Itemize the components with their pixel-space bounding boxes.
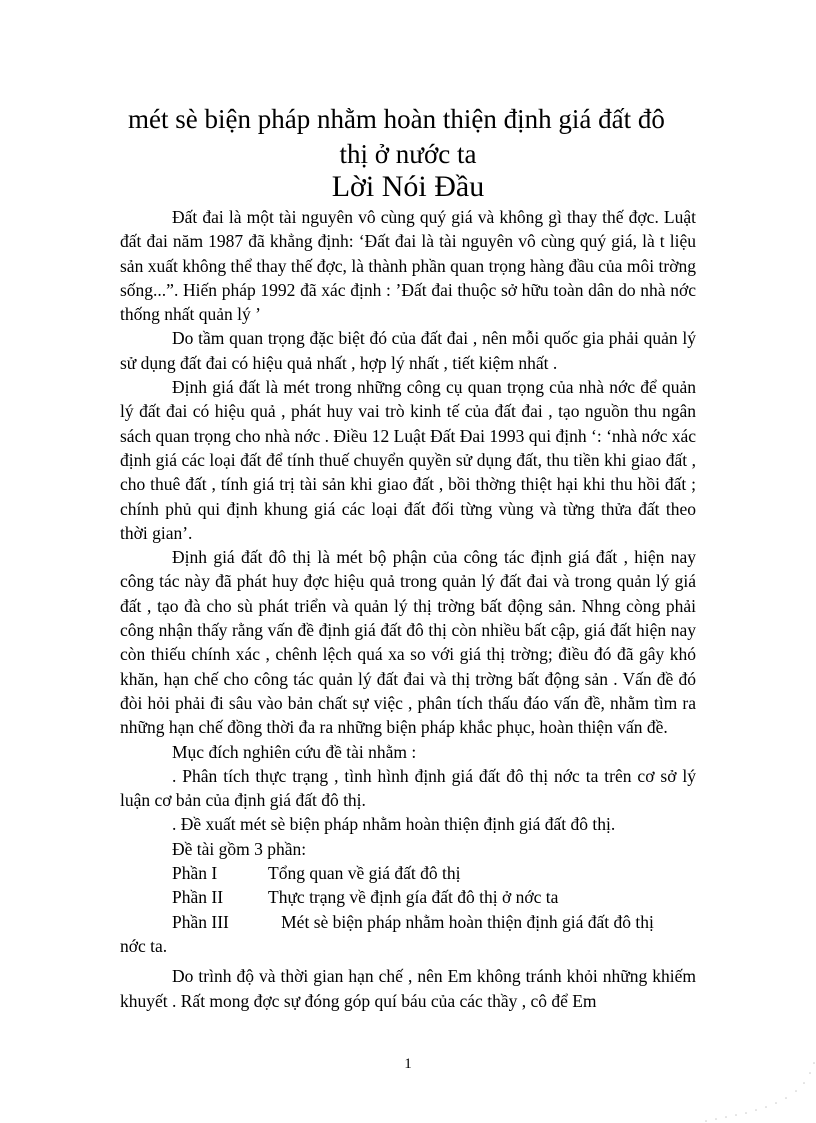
- part-label: Phần II: [172, 887, 224, 908]
- part-row: [120, 885, 696, 909]
- document-title-line-2: thị ở nước ta: [339, 139, 477, 169]
- document-title-line-1: mét sè biện pháp nhằm hoàn thiện định giá đất đô: [128, 104, 665, 134]
- section-heading: Lời Nói Đầu: [331, 170, 485, 203]
- part-row: [120, 861, 696, 885]
- part-label: Phần I: [172, 863, 218, 884]
- parts-intro: Đề tài gồm 3 phần:: [172, 838, 307, 859]
- part-text: Mét sè biện pháp nhằm hoàn thiện định giá đất đô thị: [268, 911, 654, 932]
- purpose-item: . Đề xuất mét sè biện pháp nhằm hoàn thiện định giá đất đô thị.: [172, 814, 616, 835]
- document-body: [120, 205, 696, 1013]
- paragraph: Đất đai là một tài nguyên vô cùng quý giá và không gì thay thế đợc. Luật đất đai năm 1987 đã khẳng định: ‘Đất đai là tài nguyên vô cùng quý giá, là t liệu sản xuất không thể thay thế đợc, là thành phần quan trọng hàng đầu của môi trờng sống...”. Hiến pháp 1992 đã xác định : ’Đất đai thuộc sở hữu toàn dân do nhà nớc thống nhất quản lý ’: [120, 207, 696, 325]
- paragraph: Định giá đất đô thị là mét bộ phận của công tác định giá đất , hiện nay công tác này đã phát huy đợc hiệu quả trong quản lý đất đai và trong quản lý giá đất , tạo đà cho sù phát triển và quản lý thị trờng bất động sản. Nhng còng phải công nhận thấy rằng vấn đề định giá đất đô thị còn nhiều bất cập, giá đất hiện nay còn thiếu chính xác , chênh lệch quá xa so với giá thị trờng; điều đó đã gây khó khăn, hạn chế cho công tác quản lý đất đai và thị trờng bất động sản . Vấn đề đó đòi hỏi phải đi sâu vào bản chất sự việc , phân tích thấu đáo vấn đề, nhằm tìm ra những hạn chế đồng thời đa ra những biện pháp khắc phục, hoàn thiện vấn đề.: [120, 547, 696, 738]
- purpose-item: . Phân tích thực trạng , tình hình định giá đất đô thị nớc ta trên cơ sở lý luận cơ bản của định giá đất đô thị.: [120, 765, 696, 811]
- closing-paragraph: Do trình độ và thời gian hạn chế , nên Em không tránh khỏi những khiếm khuyết . Rất mong đợc sự đóng góp quí báu của các thầy , cô để Em: [120, 966, 696, 1011]
- paragraph: Định giá đất là mét trong những công cụ quan trọng của nhà nớc để quản lý đất đai có hiệu quả , phát huy vai trò kinh tế của đất đai , tạo nguồn thu ngân sách quan trọng cho nhà nớc . Điều 12 Luật Đất Đai 1993 qui định ‘: ‘nhà nớc xác định giá các loại đất để tính thuế chuyển quyền sử dụng đất, thu tiền khi giao đất , cho thuê đất , tính giá trị tài sản khi giao đất , bồi thờng thiệt hại khi thu hồi đất ; chính phủ qui định khung giá các loại đất đối từng vùng và từng thửa đất theo thời gian’.: [120, 377, 696, 543]
- page-corner-dots: [686, 1033, 816, 1123]
- paragraph: Do tầm quan trọng đặc biệt đó của đất đai , nên mỗi quốc gia phải quản lý sử dụng đất đai có hiệu quả nhất , hợp lý nhất , tiết kiệm nhất .: [120, 328, 696, 373]
- page-number: 1: [404, 1056, 412, 1072]
- purpose-intro: Mục đích nghiên cứu đề tài nhằm :: [172, 741, 417, 762]
- part-label: Phần III: [172, 911, 229, 932]
- part-text: Tổng quan về giá đất đô thị: [268, 863, 461, 884]
- parts-tail: nớc ta.: [120, 935, 168, 956]
- part-text: Thực trạng về định gía đất đô thị ở nớc ta: [268, 887, 559, 908]
- part-row: [120, 910, 696, 934]
